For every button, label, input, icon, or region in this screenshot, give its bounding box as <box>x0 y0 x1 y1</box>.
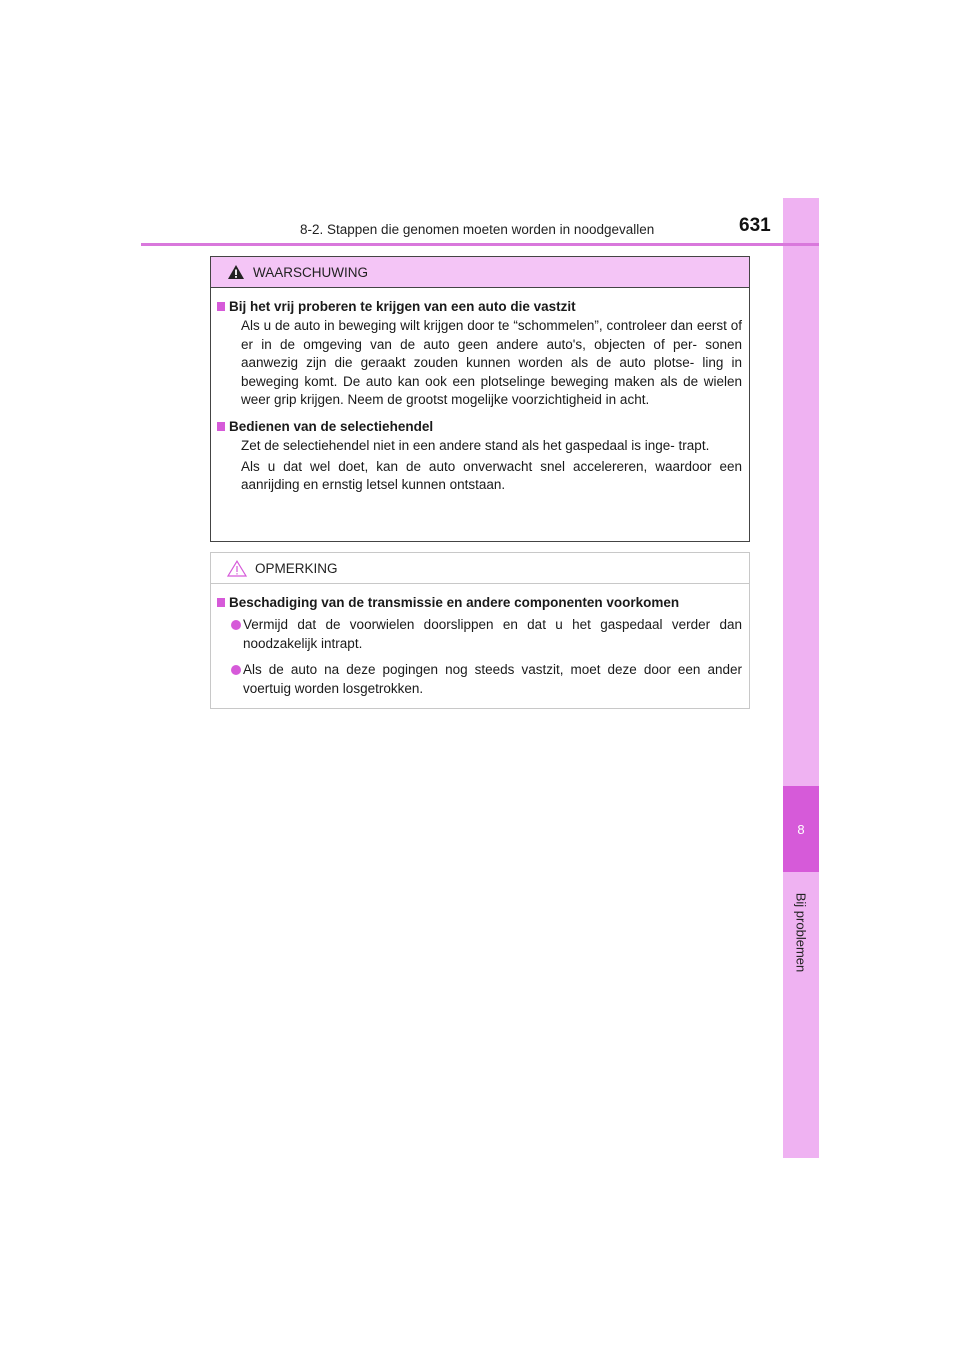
note-box-header <box>211 553 749 584</box>
chapter-label-tab <box>783 872 819 992</box>
warning-paragraph: Zet de selectiehendel niet in een andere stand als het gaspedaal is inge- trapt. <box>241 437 710 453</box>
warning-section-title <box>217 298 742 316</box>
side-tab-strip <box>783 198 819 1158</box>
note-list-item <box>217 616 742 653</box>
warning-section-title <box>217 418 742 436</box>
circle-bullet-icon <box>231 620 241 630</box>
caution-outline-triangle-icon <box>227 560 247 577</box>
square-bullet-icon <box>217 422 225 431</box>
header-divider <box>141 243 819 246</box>
note-list-item-text: Als de auto na deze pogingen nog steeds vastzit, moet deze door een ander voertuig worden losgetrokken. <box>243 662 742 696</box>
warning-section-title-text: Bij het vrij proberen te krijgen van een auto die vastzit <box>229 299 576 314</box>
square-bullet-icon <box>217 302 225 311</box>
note-section-title-text: Beschadiging van de transmissie en andere componenten voorkomen <box>229 595 680 610</box>
square-bullet-icon <box>217 598 225 607</box>
note-heading: OPMERKING <box>255 560 338 576</box>
warning-paragraph: Als u dat wel doet, kan de auto onverwacht snel accelereren, waardoor een aanrijding en ernstig letsel kunnen ontstaan. <box>241 458 742 493</box>
page-number: 631 <box>739 215 771 236</box>
chapter-label: Bij problemen <box>793 892 809 972</box>
note-box-body <box>211 584 749 698</box>
warning-paragraph: Als u de auto in beweging wilt krijgen door te “schommelen”, controleer dan eerst of er in de omgeving van de auto geen andere auto's, objecten of per- sonen aanwezig zijn die geraakt zouden kunnen worden als de auto plotse- ling in beweging komt. De auto kan ook een plotselinge beweging maken als de wielen weer grip krijgen. Neem de grootst mogelijke voorzichtigheid in acht. <box>241 318 742 408</box>
section-header-title: 8-2. Stappen die genomen moeten worden in noodgevallen <box>300 222 655 237</box>
warning-triangle-icon <box>227 264 245 280</box>
warning-box <box>210 256 750 542</box>
chapter-number: 8 <box>797 821 805 837</box>
circle-bullet-icon <box>231 665 241 675</box>
chapter-number-tab[interactable] <box>783 786 819 872</box>
note-list-item-text: Vermijd dat de voorwielen doorslippen en dat u het gaspedaal verder dan noodzakelijk intrapt. <box>243 617 742 651</box>
warning-heading: WAARSCHUWING <box>253 264 368 280</box>
note-list-item <box>217 661 742 698</box>
note-section-title <box>217 594 742 612</box>
warning-section-title-text: Bedienen van de selectiehendel <box>229 418 434 434</box>
warning-box-body <box>211 288 749 495</box>
note-box <box>210 552 750 709</box>
warning-box-header <box>211 257 749 288</box>
